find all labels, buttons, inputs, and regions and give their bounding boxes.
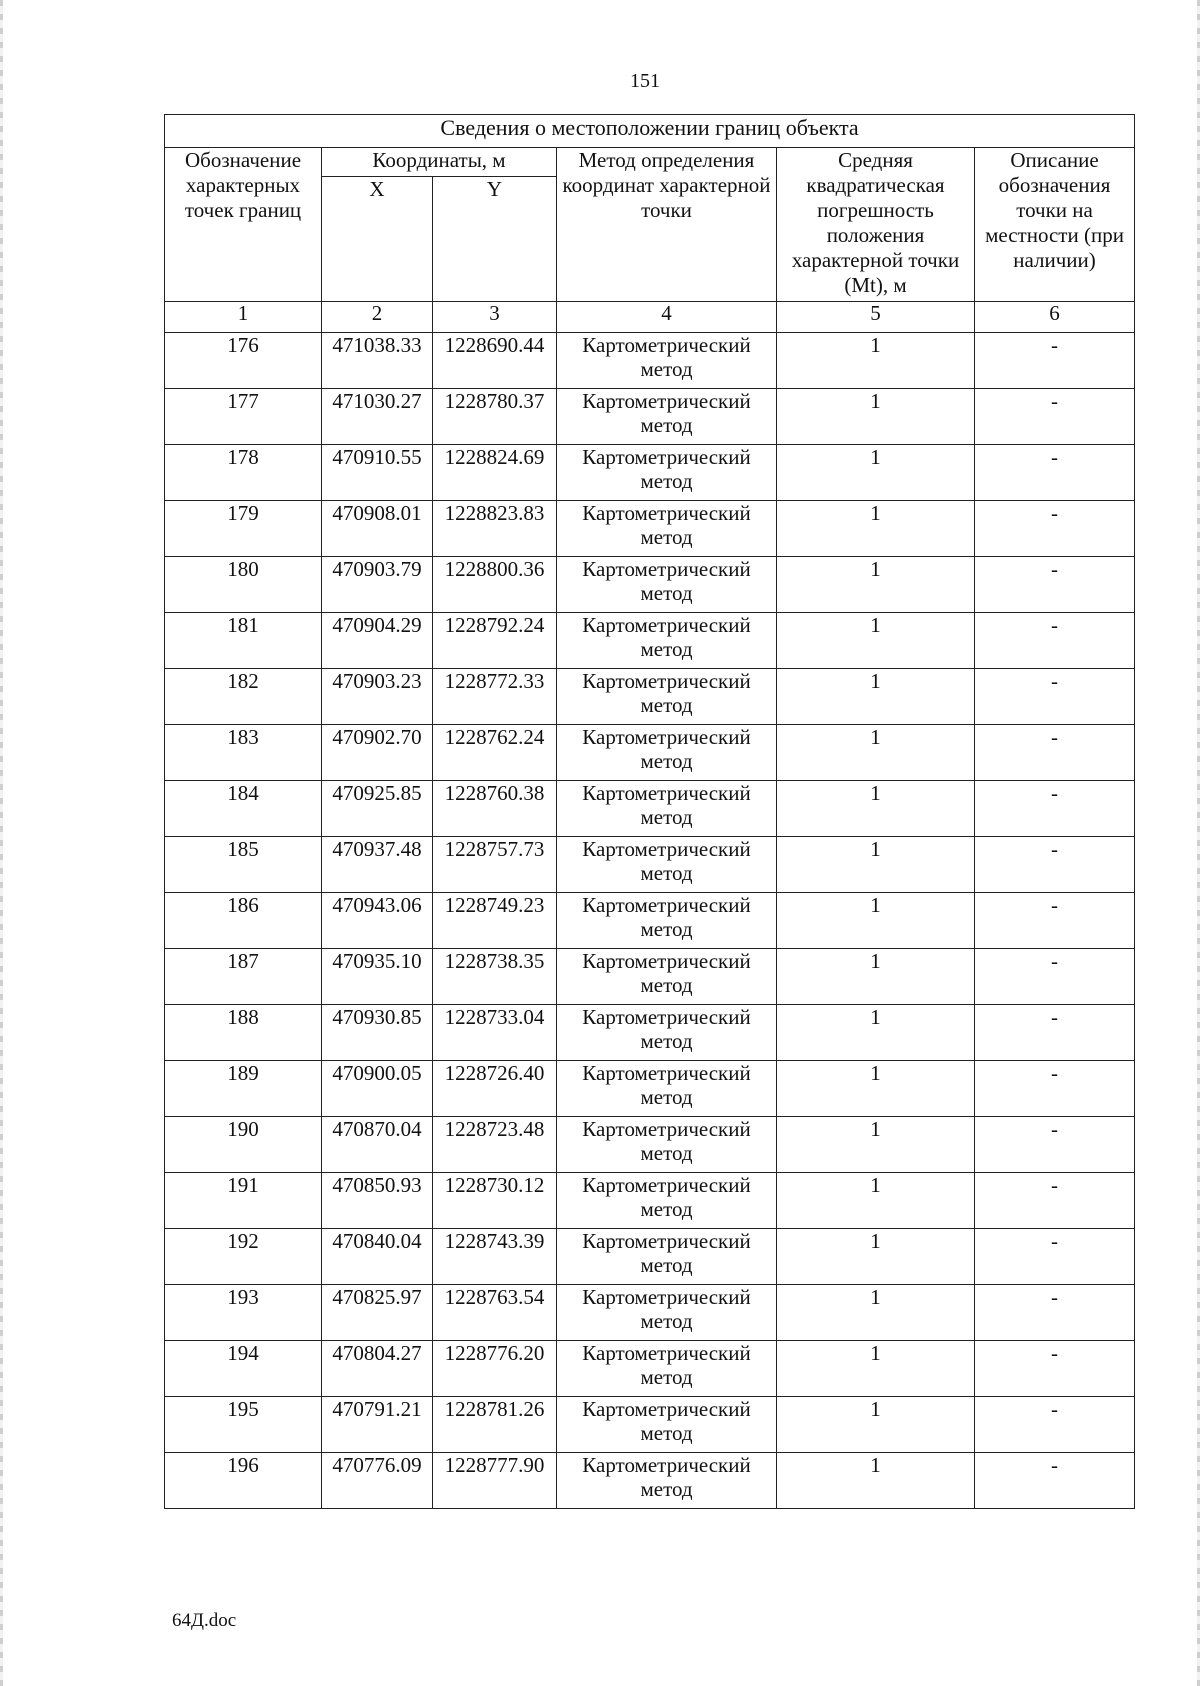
cell-method: Картометрический метод: [557, 1341, 777, 1397]
cell-x: 470937.48: [322, 837, 433, 893]
cell-x: 470925.85: [322, 781, 433, 837]
cell-description: -: [975, 557, 1135, 613]
table-body: [165, 333, 1135, 1509]
footer-filename: 64Д.doc: [172, 1610, 237, 1631]
table-row: [165, 781, 1135, 837]
cell-method: Картометрический метод: [557, 893, 777, 949]
cell-point: 191: [165, 1173, 322, 1229]
cell-description: -: [975, 837, 1135, 893]
cell-point: 195: [165, 1397, 322, 1453]
cell-y: 1228757.73: [433, 837, 557, 893]
cell-description: -: [975, 1061, 1135, 1117]
cell-method: Картометрический метод: [557, 613, 777, 669]
table-row: [165, 1005, 1135, 1061]
cell-x: 470870.04: [322, 1117, 433, 1173]
cell-x: 471038.33: [322, 333, 433, 389]
table-row: [165, 557, 1135, 613]
cell-point: 194: [165, 1341, 322, 1397]
cell-point: 186: [165, 893, 322, 949]
cell-y: 1228730.12: [433, 1173, 557, 1229]
cell-y: 1228726.40: [433, 1061, 557, 1117]
table-row: [165, 501, 1135, 557]
cell-x: 470776.09: [322, 1453, 433, 1509]
column-number: 4: [557, 302, 777, 333]
scan-edge-left: [0, 0, 3, 1686]
table-caption-row: [165, 115, 1135, 148]
header-coordinates-group: Координаты, м: [322, 148, 557, 177]
cell-point: 196: [165, 1453, 322, 1509]
cell-y: 1228723.48: [433, 1117, 557, 1173]
cell-mean-error: 1: [777, 501, 975, 557]
cell-mean-error: 1: [777, 333, 975, 389]
cell-description: -: [975, 445, 1135, 501]
cell-y: 1228749.23: [433, 893, 557, 949]
cell-mean-error: 1: [777, 669, 975, 725]
cell-point: 190: [165, 1117, 322, 1173]
cell-method: Картометрический метод: [557, 1453, 777, 1509]
column-number: 5: [777, 302, 975, 333]
table-row: [165, 1341, 1135, 1397]
cell-description: -: [975, 1117, 1135, 1173]
cell-x: 470930.85: [322, 1005, 433, 1061]
cell-mean-error: 1: [777, 1173, 975, 1229]
column-number: 6: [975, 302, 1135, 333]
cell-point: 188: [165, 1005, 322, 1061]
cell-point: 181: [165, 613, 322, 669]
cell-x: 470840.04: [322, 1229, 433, 1285]
cell-description: -: [975, 1453, 1135, 1509]
column-number: 1: [165, 302, 322, 333]
header-x: X: [322, 177, 433, 302]
cell-method: Картометрический метод: [557, 1117, 777, 1173]
cell-method: Картометрический метод: [557, 1061, 777, 1117]
column-number-row: [165, 302, 1135, 333]
cell-mean-error: 1: [777, 1117, 975, 1173]
cell-x: 470850.93: [322, 1173, 433, 1229]
cell-y: 1228781.26: [433, 1397, 557, 1453]
cell-point: 193: [165, 1285, 322, 1341]
cell-mean-error: 1: [777, 1453, 975, 1509]
cell-description: -: [975, 613, 1135, 669]
cell-method: Картометрический метод: [557, 1005, 777, 1061]
table-row: [165, 837, 1135, 893]
cell-description: -: [975, 893, 1135, 949]
cell-point: 184: [165, 781, 322, 837]
cell-mean-error: 1: [777, 1397, 975, 1453]
table-header-row: [165, 148, 1135, 177]
cell-description: -: [975, 389, 1135, 445]
cell-y: 1228690.44: [433, 333, 557, 389]
cell-point: 192: [165, 1229, 322, 1285]
table-row: [165, 389, 1135, 445]
header-description: Описание обозначения точки на местности (при наличии): [975, 148, 1135, 302]
cell-y: 1228777.90: [433, 1453, 557, 1509]
table-row: [165, 445, 1135, 501]
cell-mean-error: 1: [777, 1285, 975, 1341]
cell-description: -: [975, 1173, 1135, 1229]
cell-x: 470903.79: [322, 557, 433, 613]
table-row: [165, 893, 1135, 949]
table-row: [165, 949, 1135, 1005]
table-row: [165, 1229, 1135, 1285]
cell-x: 470910.55: [322, 445, 433, 501]
cell-y: 1228762.24: [433, 725, 557, 781]
cell-method: Картометрический метод: [557, 837, 777, 893]
cell-mean-error: 1: [777, 1005, 975, 1061]
table-row: [165, 333, 1135, 389]
boundary-coordinates-table: [164, 114, 1135, 1509]
cell-x: 470900.05: [322, 1061, 433, 1117]
cell-description: -: [975, 333, 1135, 389]
cell-description: -: [975, 949, 1135, 1005]
cell-mean-error: 1: [777, 445, 975, 501]
cell-point: 179: [165, 501, 322, 557]
cell-point: 189: [165, 1061, 322, 1117]
cell-method: Картометрический метод: [557, 725, 777, 781]
cell-x: 470943.06: [322, 893, 433, 949]
cell-description: -: [975, 1005, 1135, 1061]
cell-description: -: [975, 1397, 1135, 1453]
table-row: [165, 725, 1135, 781]
cell-method: Картометрический метод: [557, 781, 777, 837]
cell-y: 1228743.39: [433, 1229, 557, 1285]
cell-point: 182: [165, 669, 322, 725]
cell-x: 470904.29: [322, 613, 433, 669]
cell-method: Картометрический метод: [557, 445, 777, 501]
table-row: [165, 1453, 1135, 1509]
cell-x: 470903.23: [322, 669, 433, 725]
cell-y: 1228776.20: [433, 1341, 557, 1397]
cell-y: 1228772.33: [433, 669, 557, 725]
cell-point: 187: [165, 949, 322, 1005]
header-mean-error: Средняя квадратическая погрешность положения характерной точки (Mt), м: [777, 148, 975, 302]
cell-y: 1228800.36: [433, 557, 557, 613]
cell-description: -: [975, 1341, 1135, 1397]
cell-y: 1228780.37: [433, 389, 557, 445]
cell-y: 1228823.83: [433, 501, 557, 557]
cell-description: -: [975, 669, 1135, 725]
cell-y: 1228792.24: [433, 613, 557, 669]
cell-mean-error: 1: [777, 613, 975, 669]
cell-method: Картометрический метод: [557, 949, 777, 1005]
cell-point: 183: [165, 725, 322, 781]
column-number: 2: [322, 302, 433, 333]
cell-point: 176: [165, 333, 322, 389]
boundary-table-container: [164, 114, 1134, 1509]
cell-point: 180: [165, 557, 322, 613]
cell-x: 470908.01: [322, 501, 433, 557]
cell-mean-error: 1: [777, 389, 975, 445]
header-point-designation: Обозначение характерных точек границ: [165, 148, 322, 302]
table-row: [165, 1285, 1135, 1341]
cell-x: 470935.10: [322, 949, 433, 1005]
cell-mean-error: 1: [777, 557, 975, 613]
cell-x: 470804.27: [322, 1341, 433, 1397]
cell-x: 470825.97: [322, 1285, 433, 1341]
cell-method: Картометрический метод: [557, 557, 777, 613]
table-row: [165, 1173, 1135, 1229]
cell-x: 471030.27: [322, 389, 433, 445]
cell-description: -: [975, 1285, 1135, 1341]
table-row: [165, 1397, 1135, 1453]
cell-method: Картометрический метод: [557, 1173, 777, 1229]
cell-description: -: [975, 501, 1135, 557]
cell-mean-error: 1: [777, 1061, 975, 1117]
header-y: Y: [433, 177, 557, 302]
cell-y: 1228733.04: [433, 1005, 557, 1061]
cell-method: Картометрический метод: [557, 333, 777, 389]
cell-x: 470791.21: [322, 1397, 433, 1453]
cell-method: Картометрический метод: [557, 1397, 777, 1453]
cell-y: 1228738.35: [433, 949, 557, 1005]
cell-description: -: [975, 725, 1135, 781]
cell-method: Картометрический метод: [557, 1229, 777, 1285]
cell-y: 1228824.69: [433, 445, 557, 501]
cell-mean-error: 1: [777, 725, 975, 781]
header-method: Метод определения координат характерной точки: [557, 148, 777, 302]
table-row: [165, 1061, 1135, 1117]
table-caption: Сведения о местоположении границ объекта: [165, 115, 1135, 148]
table-row: [165, 613, 1135, 669]
cell-y: 1228760.38: [433, 781, 557, 837]
cell-point: 178: [165, 445, 322, 501]
cell-mean-error: 1: [777, 1341, 975, 1397]
cell-mean-error: 1: [777, 1229, 975, 1285]
cell-mean-error: 1: [777, 837, 975, 893]
column-number: 3: [433, 302, 557, 333]
cell-mean-error: 1: [777, 893, 975, 949]
page-number: 151: [630, 70, 660, 92]
cell-method: Картометрический метод: [557, 389, 777, 445]
cell-description: -: [975, 781, 1135, 837]
table-row: [165, 1117, 1135, 1173]
cell-method: Картометрический метод: [557, 501, 777, 557]
table-row: [165, 669, 1135, 725]
cell-y: 1228763.54: [433, 1285, 557, 1341]
cell-mean-error: 1: [777, 781, 975, 837]
cell-point: 177: [165, 389, 322, 445]
cell-mean-error: 1: [777, 949, 975, 1005]
cell-method: Картометрический метод: [557, 669, 777, 725]
cell-method: Картометрический метод: [557, 1285, 777, 1341]
cell-x: 470902.70: [322, 725, 433, 781]
cell-point: 185: [165, 837, 322, 893]
cell-description: -: [975, 1229, 1135, 1285]
